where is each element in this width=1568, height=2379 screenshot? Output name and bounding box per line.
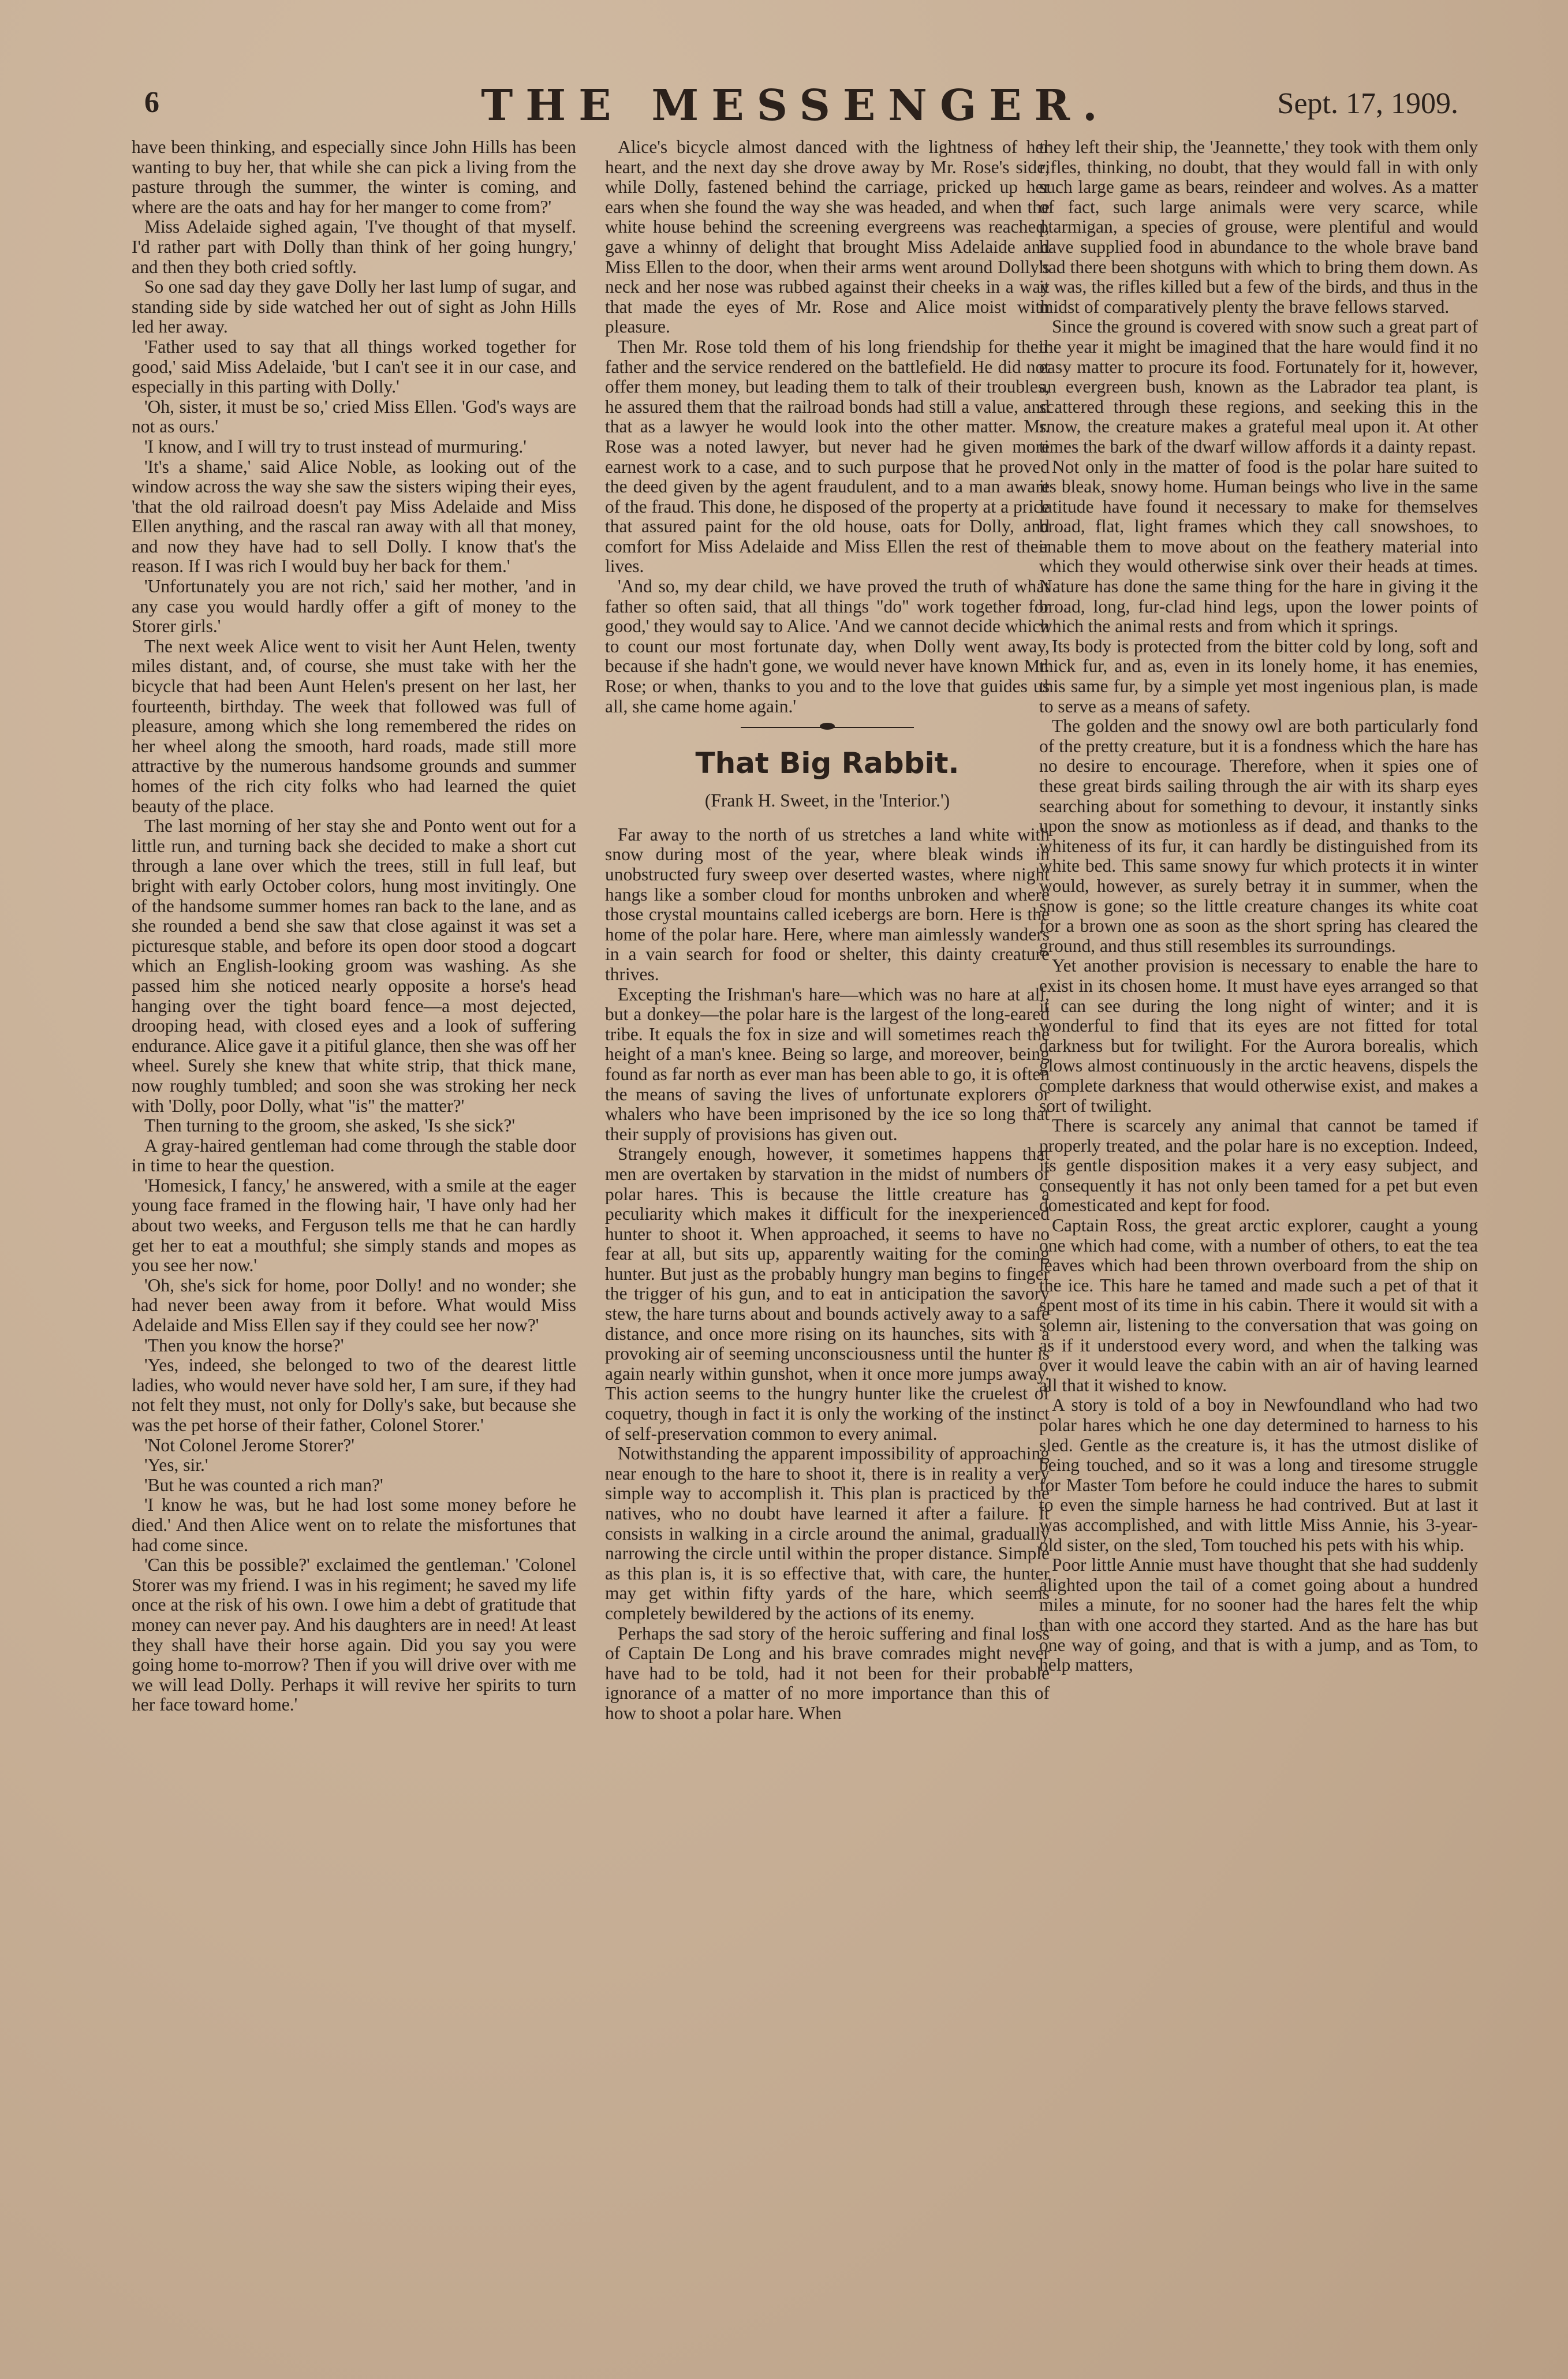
paragraph: 'Oh, she's sick for home, poor Dolly! and no wonder; she had never been away from it before. What would Miss Adelaide and Miss Ellen say if they could see her now?'	[132, 1275, 576, 1336]
paragraph: Then turning to the groom, she asked, 'Is she sick?'	[144, 1115, 516, 1136]
paragraph: The last morning of her stay she and Ponto went out for a little run, and turning back she decided to make a short cut through a lane over which the trees, still in full leaf, but bright with early October colors, hung most invitingly. One of the handsome summer homes ran back to the lane, and as she rounded a bend she saw that close against it was set a picturesque stable, and before its open door stood a dogcart which an English-looking groom was washing. As she passed him she noticed nearly opposite a horse's head hanging over the tight board fence—a most dejected, drooping head, with closed eyes and a look of suffering endurance. Alice gave it a pitiful glance, then she was off her wheel. Surely she knew that white strip, that thick mane, now roughly tumbled; and soon she was stroking her neck with 'Dolly, poor Dolly, what "is" the matter?'	[132, 816, 576, 1116]
paragraph: A gray-haired gentleman had come through the stable door in time to hear the question.	[132, 1135, 576, 1176]
paragraph: 'I know he was, but he had lost some money before he died.' And then Alice went on to relate the misfortunes that had come since.	[132, 1495, 576, 1555]
paragraph: 'Yes, sir.'	[144, 1455, 208, 1476]
paragraph: 'Oh, sister, it must be so,' cried Miss Ellen. 'God's ways are not as ours.'	[132, 396, 576, 437]
section-divider	[741, 726, 914, 729]
paragraph: 'Not Colonel Jerome Storer?'	[144, 1435, 354, 1455]
page-number: 6	[144, 86, 159, 119]
paragraph: Strangely enough, however, it sometimes happens that men are overtaken by starvation in the midst of numbers of polar hares. This is because the little creature has a peculiarity which makes it difficult for the inexperienced hunter to shoot it. When approached, it seems to have no fear at all, but sits up, apparently waiting for the coming hunter. But just as the probably hungry man begins to finger the trigger of his gun, and to eat in anticipation the savory stew, the hare turns about and bounds actively away to a safe distance, and once more rising on its haunches, sits with a provoking air of seeming unconsciousness until the hunter is again nearly within gunshot, when it once more jumps away. This action seems to the hungry hunter like the cruelest of coquetry, though in fact it is only the working of the instinct of self-preservation common to every animal.	[605, 1144, 1050, 1444]
paragraph: There is scarcely any animal that cannot be tamed if properly treated, and the polar hare is no exception. Indeed, its gentle disposition makes it a very easy subject, and consequently it has not only been tamed for a pet but even domesticated and kept for food.	[1039, 1115, 1478, 1216]
column-3	[1039, 137, 1478, 1675]
paragraph: A story is told of a boy in Newfoundland who had two polar hares which he one day determined to harness to his sled. Gentle as the creature is, it has the utmost dislike of being touched, and so it was a long and tiresome struggle for Master Tom before he could induce the hares to submit to even the simple harness he had contrived. But at last it was accomplished, and with little Miss Annie, his 3-year-old sister, on the sled, Tom touched his pets with his whip.	[1039, 1395, 1478, 1555]
article-byline: (Frank H. Sweet, in the 'Interior.')	[704, 790, 950, 811]
paragraph: 'I know, and I will try to trust instead of murmuring.'	[144, 436, 527, 457]
paragraph: 'Homesick, I fancy,' he answered, with a smile at the eager young face framed in the flowing hair, 'I have only had her about two weeks, and Ferguson tells me that he can hardly get her to eat a mouthful; she simply stands and mopes as you see her now.'	[132, 1175, 576, 1276]
paragraph: 'Then you know the horse?'	[144, 1335, 344, 1355]
paragraph: Excepting the Irishman's hare—which was no hare at all, but a donkey—the polar hare is the largest of the long-eared tribe. It equals the fox in size and will sometimes reach the height of a man's knee. Being so large, and moreover, being found as far north as ever man has been able to go, it is often the means of saving the lives of unfortunate explorers or whalers who have been imprisoned by the ice so long that their supply of provisions has given out.	[605, 984, 1050, 1144]
paragraph: have been thinking, and especially since John Hills has been wanting to buy her, that while she can pick a living from the pasture through the summer, the winter is coming, and where are the oats and hay for her manger to come from?'	[132, 137, 576, 217]
masthead	[133, 81, 1458, 133]
paragraph: 'And so, my dear child, we have proved the truth of what father so often said, that all things "do" work together for good,' they would say to Alice. 'And we cannot decide which to count our most fortunate day, when Dolly went away, because if she hadn't gone, we would never have known Mr. Rose; or when, thanks to you and to the love that guides us all, she came home again.'	[605, 576, 1050, 716]
article-title: That Big Rabbit.	[695, 746, 960, 780]
paragraph: Far away to the north of us stretches a land white with snow during most of the year, where bleak winds in unobstructed fury sweep over deserted wastes, where night hangs like a somber cloud for months unbroken and where those crystal mountains called icebergs are born. Here is the home of the polar hare. Here, where man aimlessly wanders in a vain search for food or shelter, this dainty creature thrives.	[605, 824, 1050, 984]
paragraph: Poor little Annie must have thought that she had suddenly alighted upon the tail of a comet going about a hundred miles a minute, for no sooner had the hares felt the whip than with one accord they started. And as the hare has but one way of going, and that is with a jump, and as Tom, to help matters,	[1039, 1555, 1478, 1675]
paragraph: Alice's bicycle almost danced with the lightness of her heart, and the next day she drove away by Mr. Rose's side, while Dolly, fastened behind the carriage, pricked up her ears when she found the way she was headed, and when the white house behind the screening evergreens was reached, gave a whinny of delight that brought Miss Adelaide and Miss Ellen to the door, when their arms went around Dolly's neck and her nose was rubbed against their cheeks in a way that made the eyes of Mr. Rose and Alice moist with pleasure.	[605, 137, 1050, 337]
paragraph: So one sad day they gave Dolly her last lump of sugar, and standing side by side watched her out of sight as John Hills led her away.	[132, 277, 576, 337]
paragraph: Not only in the matter of food is the polar hare suited to its bleak, snowy home. Human beings who live in the same latitude have found it necessary to make for themselves broad, flat, light frames which they call snowshoes, to enable them to move about on the feathery material into which they would otherwise sink over their heads at times. Nature has done the same thing for the hare in giving it the broad, long, fur-clad hind legs, upon the lower points of which the animal rests and from which it springs.	[1039, 456, 1478, 637]
paragraph: Notwithstanding the apparent impossibility of approaching near enough to the hare to shoot it, there is in reality a very simple way to accomplish it. This plan is practiced by the natives, who no doubt have learned it after a failure. It consists in walking in a circle around the animal, gradually narrowing the circle until within the proper distance. Simple as this plan is, it is so effective that, with care, the hunter may get within fifty yards of the hare, which seems completely bewildered by the actions of its enemy.	[605, 1443, 1050, 1623]
issue-date: Sept. 17, 1909.	[1277, 87, 1458, 120]
paragraph: Yet another provision is necessary to enable the hare to exist in its chosen home. It must have eyes arranged so that it can see during the long night of winter; and it is wonderful to find that its eyes are not fitted for total darkness but for twilight. For the Aurora borealis, which glows almost continuously in the arctic heavens, dispels the complete darkness that would otherwise exist, and makes a sort of twilight.	[1039, 955, 1478, 1116]
column-1	[132, 137, 576, 1715]
paragraph: The next week Alice went to visit her Aunt Helen, twenty miles distant, and, of course, she must take with her the bicycle that had been Aunt Helen's present on her last, her fourteenth, birthday. The week that followed was full of pleasure, among which she long remembered the rides on her wheel along the smooth, hard roads, made still more attractive by the numerous handsome grounds and summer homes of the rich city folks who had learned the quiet beauty of the place.	[132, 636, 576, 816]
paragraph: 'Father used to say that all things worked together for good,' said Miss Adelaide, 'but I can't see it in our case, and especially in this parting with Dolly.'	[132, 336, 576, 397]
paragraph: Since the ground is covered with snow such a great part of the year it might be imagined that the hare would find it no easy matter to procure its food. Fortunately for it, however, an evergreen bush, known as the Labrador tea plant, is scattered through these regions, and seeking this in the snow, the creature makes a grateful meal upon it. At other times the bark of the dwarf willow affords it a dainty repast.	[1039, 316, 1478, 457]
paragraph: Its body is protected from the bitter cold by long, soft and thick fur, and as, even in its lonely home, it has enemies, this same fur, by a simple yet most ingenious plan, is made to serve as a means of safety.	[1039, 636, 1478, 716]
column-2	[605, 137, 1050, 1724]
paragraph: they left their ship, the 'Jeannette,' they took with them only rifles, thinking, no doubt, that they would fall in with only such large game as bears, reindeer and wolves. As a matter of fact, such large animals were very scarce, while ptarmigan, a species of grouse, were plentiful and would have supplied food in abundance to the whole brave band had there been shotguns with which to bring them down. As it was, the rifles killed but a few of the birds, and thus in the midst of comparatively plenty the brave fellows starved.	[1039, 137, 1478, 317]
paragraph: 'It's a shame,' said Alice Noble, as looking out of the window across the way she saw the sisters wiping their eyes, 'that the old railroad doesn't pay Miss Adelaide and Miss Ellen anything, and the rascal ran away with all that money, and now they have had to sell Dolly. I know that's the reason. If I was rich I would buy her back for them.'	[132, 456, 576, 577]
paragraph: Captain Ross, the great arctic explorer, caught a young one which had come, with a number of others, to eat the tea leaves which had been thrown overboard from the ship on the ice. This hare he tamed and made such a pet of that it spent most of its time in his cabin. There it would sit with a solemn air, listening to the conversation that was going on as if it understood every word, and when the talking was over it would leave the cabin with an air of having learned all that it wished to know.	[1039, 1215, 1478, 1395]
paragraph: 'But he was counted a rich man?'	[144, 1474, 383, 1495]
paragraph: 'Yes, indeed, she belonged to two of the dearest little ladies, who would never have sold her, I am sure, if they had not felt they must, not only for Dolly's sake, but because she was the pet horse of their father, Colonel Storer.'	[132, 1355, 576, 1435]
paragraph: Miss Adelaide sighed again, 'I've thought of that myself. I'd rather part with Dolly than think of her going hungry,' and then they both cried softly.	[132, 216, 576, 277]
paragraph: Then Mr. Rose told them of his long friendship for their father and the service rendered on the battlefield. He did not offer them money, but leading them to talk of their troubles, he assured them that the railroad bonds had still a value, and that as a lawyer he would look into the other matter. Mr. Rose was a noted lawyer, but never had he given more earnest work to a case, and to such purpose that he proved the deed given by the agent fraudulent, and to a man aware of the fraud. This done, he disposed of the property at a price that assured paint for the old house, oats for Dolly, and comfort for Miss Adelaide and Miss Ellen the rest of their lives.	[605, 336, 1050, 577]
paragraph: The golden and the snowy owl are both particularly fond of the pretty creature, but it is a fondness which the hare has no desire to encourage. Therefore, when it spies one of these great birds sailing through the air with its sharp eyes searching about for something to devour, it instantly sinks upon the snow as motionless as if dead, and thanks to the whiteness of its fur, it can hardly be distinguished from its white bed. This same snowy fur which protects it in winter would, however, as surely betray it in summer, when the snow is gone; so the little creature changes its white coat for a brown one as soon as the short spring has cleared the ground, and thus still resembles its surroundings.	[1039, 716, 1478, 956]
paragraph: Perhaps the sad story of the heroic suffering and final loss of Captain De Long and his brave comrades might never have had to be told, had it not been for their probable ignorance of a matter of no more importance than this of how to shoot a polar hare. When	[605, 1623, 1050, 1723]
newspaper-title: THE MESSENGER.	[481, 81, 1110, 130]
paragraph: 'Unfortunately you are not rich,' said her mother, 'and in any case you would hardly offer a gift of money to the Storer girls.'	[132, 576, 576, 637]
paragraph: 'Can this be possible?' exclaimed the gentleman.' 'Colonel Storer was my friend. I was in his regiment; he saved my life once at the risk of his own. I owe him a debt of gratitude that money can never pay. And his daughters are in need! At least they shall have their horse again. Did you say you were going home to-morrow? Then if you will drive over with me we will lead Dolly. Perhaps it will revive her spirits to turn her face toward home.'	[132, 1555, 576, 1715]
